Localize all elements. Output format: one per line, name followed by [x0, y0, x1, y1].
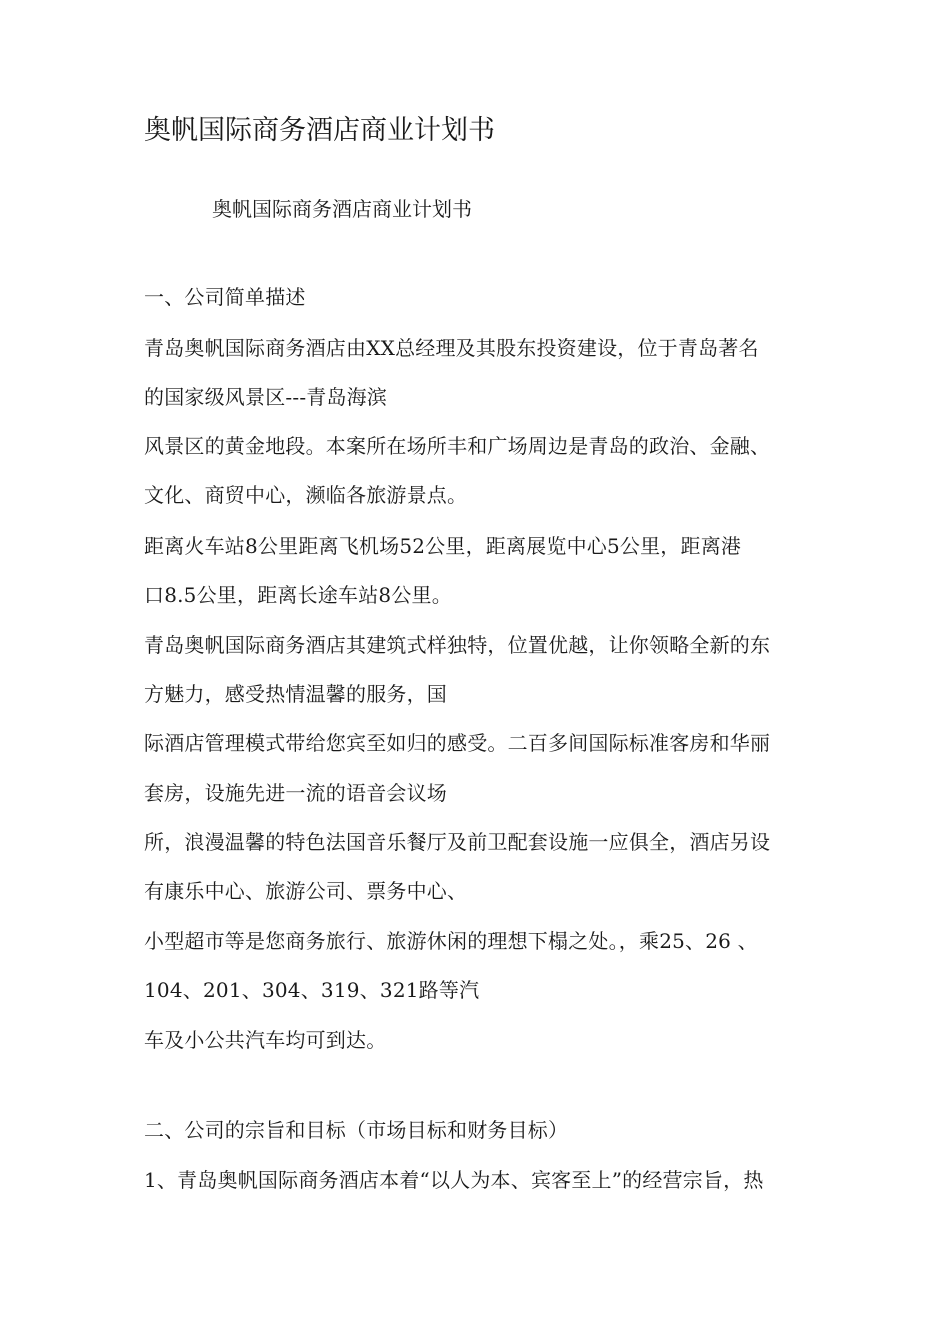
document-subtitle: 奥帆国际商务酒店商业计划书	[212, 197, 472, 221]
document-title: 奥帆国际商务酒店商业计划书	[144, 115, 495, 146]
section-heading-2: 二、公司的宗旨和目标（市场目标和财务目标）	[144, 1118, 569, 1142]
paragraph-line: 所，浪漫温馨的特色法国音乐餐厅及前卫配套设施一应俱全，酒店另设	[144, 830, 771, 854]
paragraph-line: 距离火车站8公里距离飞机场52公里，距离展览中心5公里，距离港	[144, 534, 742, 558]
paragraph-line: 有康乐中心、旅游公司、票务中心、	[144, 879, 468, 903]
paragraph-line: 青岛奥帆国际商务酒店由XX总经理及其股东投资建设，位于青岛著名	[144, 336, 759, 360]
paragraph-line: 际酒店管理模式带给您宾至如归的感受。二百多间国际标准客房和华丽	[144, 731, 771, 755]
paragraph-line: 小型超市等是您商务旅行、旅游休闲的理想下榻之处。，乘25、26 、	[144, 929, 758, 953]
paragraph-line: 青岛奥帆国际商务酒店其建筑式样独特，位置优越，让你领略全新的东	[144, 633, 771, 657]
paragraph-line: 车及小公共汽车均可到达。	[144, 1028, 387, 1052]
paragraph-line: 口8.5公里，距离长途车站8公里。	[144, 583, 452, 607]
paragraph-line: 文化、商贸中心，濒临各旅游景点。	[144, 483, 468, 507]
paragraph-line: 套房，设施先进一流的语音会议场	[144, 781, 447, 805]
paragraph-line: 风景区的黄金地段。本案所在场所丰和广场周边是青岛的政治、金融、	[144, 434, 771, 458]
paragraph-line: 1、青岛奥帆国际商务酒店本着“以人为本、宾客至上”的经营宗旨，热	[144, 1168, 764, 1192]
section-heading-1: 一、公司简单描述	[144, 285, 306, 309]
paragraph-line: 的国家级风景区---青岛海滨	[144, 385, 388, 409]
paragraph-line: 方魅力，感受热情温馨的服务，国	[144, 682, 447, 706]
paragraph-line: 104、201、304、319、321路等汽	[144, 978, 480, 1002]
